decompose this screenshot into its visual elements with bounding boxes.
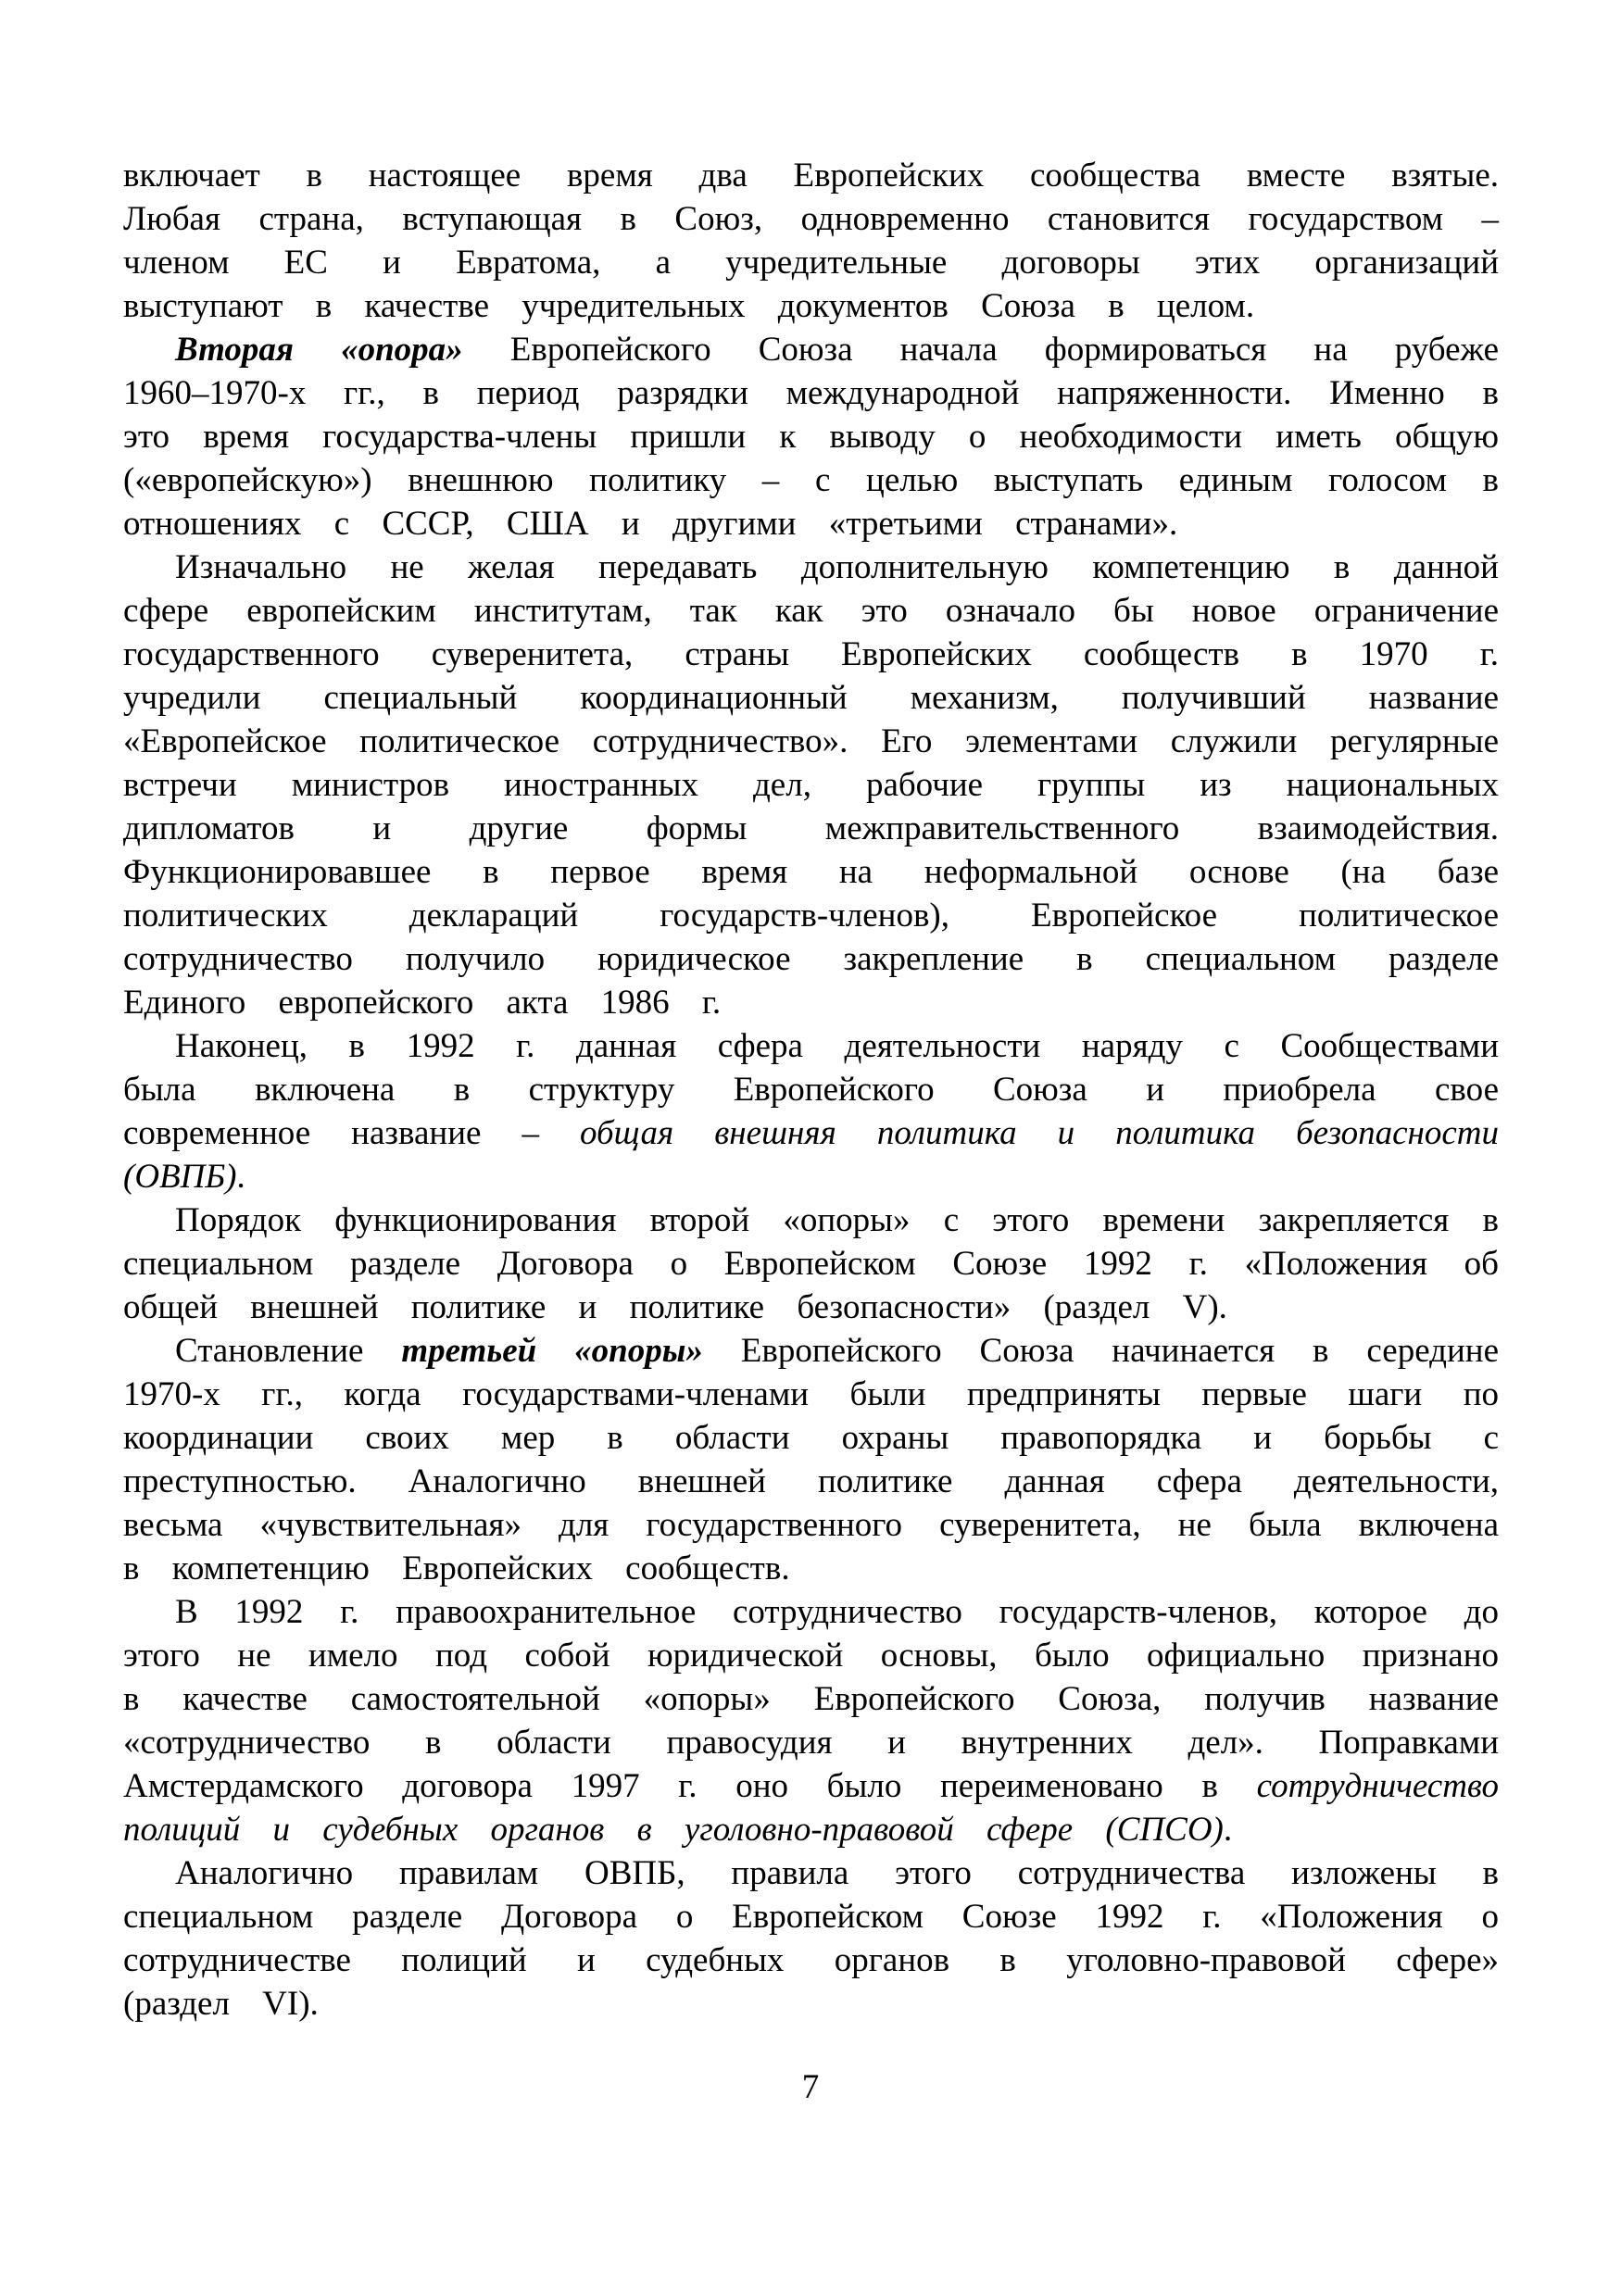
text-run: Европейского Союза начинается в середине 1970-х гг., когда государствами-членами были предприняты первые шаги по координации своих мер в области охраны правопорядка и борьбы с преступностью. Аналогично внешней политике данная сфера деятельности, весьма «чувствительная» для государственного суверенитета, не была включена в компетенцию Европейских сообществ. — [123, 1332, 1500, 1587]
text-run: . — [236, 1158, 245, 1196]
text-run: сотрудничество полиций и судебных органов в уголовно-правовой сфере (СПСО) — [123, 1767, 1499, 1849]
text-run: включает в настоящее время два Европейских сообщества вместе взятые. Любая страна, вступающая в Союз, одновременно становится государством – членом ЕС и Евратома, а учредительные договоры этих организаций выступают в качестве учредительных документов Союза в целом. — [123, 157, 1499, 325]
paragraph — [123, 1024, 1499, 1198]
text-run: Наконец, в 1992 г. данная сфера деятельности наряду с Сообществами была включена в структуру Европейского Союза и приобрела свое современное название – — [123, 1027, 1499, 1152]
text-run: Изначально не желая передавать дополнительную компетенцию в данной сфере европейским институтам, так как это означало бы новое ограничение государственного суверенитета, страны Европейских сообществ в 1970 г. учредили специальный координационный механизм, получивший название «Европейское политическое сотрудничество». Его элементами служили регулярные встречи министров иностранных дел, рабочие группы из национальных дипломатов и другие формы межправительственного взаимодействия. Функционировавшее в первое время на неформальной основе (на базе политических деклараций государств-членов), Европейское политическое сотрудничество получило юридическое закрепление в специальном разделе Единого европейского акта 1986 г. — [123, 548, 1499, 1022]
text-run: Вторая «опора» — [175, 331, 463, 369]
paragraph — [123, 546, 1499, 1024]
paragraph — [123, 1851, 1499, 2026]
paragraph — [123, 1198, 1499, 1329]
text-run: Аналогично правилам ОВПБ, правила этого сотрудничества изложены в специальном разделе Договора о Европейском Союзе 1992 г. «Положения о сотрудничестве полиций и судебных органов в уголовно-правовой сфере» (раздел VI). — [123, 1854, 1499, 2023]
paragraph — [123, 1329, 1499, 1590]
paragraph — [123, 154, 1499, 328]
text-run: Порядок функционирования второй «опоры» с этого времени закрепляется в специальном разделе Договора о Европейском Союзе 1992 г. «Положения об общей внешней политике и политике безопасности» (раздел V). — [123, 1201, 1499, 1326]
page-body-text — [123, 154, 1499, 2026]
page-number: 7 — [801, 2068, 820, 2106]
text-run: В 1992 г. правоохранительное сотрудничество государств-членов, которое до этого не имело под собой юридической основы, было официально признано в качестве самостоятельной «опоры» Европейского Союза, получив название «сотрудничество в области правосудия и внутренних дел». Поправками Амстердамского договора 1997 г. оно было переименовано в — [123, 1593, 1499, 1805]
text-run: . — [1223, 1811, 1233, 1849]
text-run: Европейского Союза начала формироваться на рубеже 1960–1970-х гг., в период разрядки международной напряженности. Именно в это время государства-члены пришли к выводу о необходимости иметь общую («европейскую») внешнюю политику – с целью выступать единым голосом в отношениях с СССР, США и другими «третьими странами». — [123, 331, 1499, 543]
text-run: Становление — [175, 1332, 402, 1370]
text-run: общая внешняя политика и политика безопасности (ОВПБ) — [123, 1114, 1499, 1196]
text-run: третьей «опоры» — [401, 1332, 703, 1370]
paragraph — [123, 1590, 1499, 1851]
paragraph — [123, 328, 1499, 546]
